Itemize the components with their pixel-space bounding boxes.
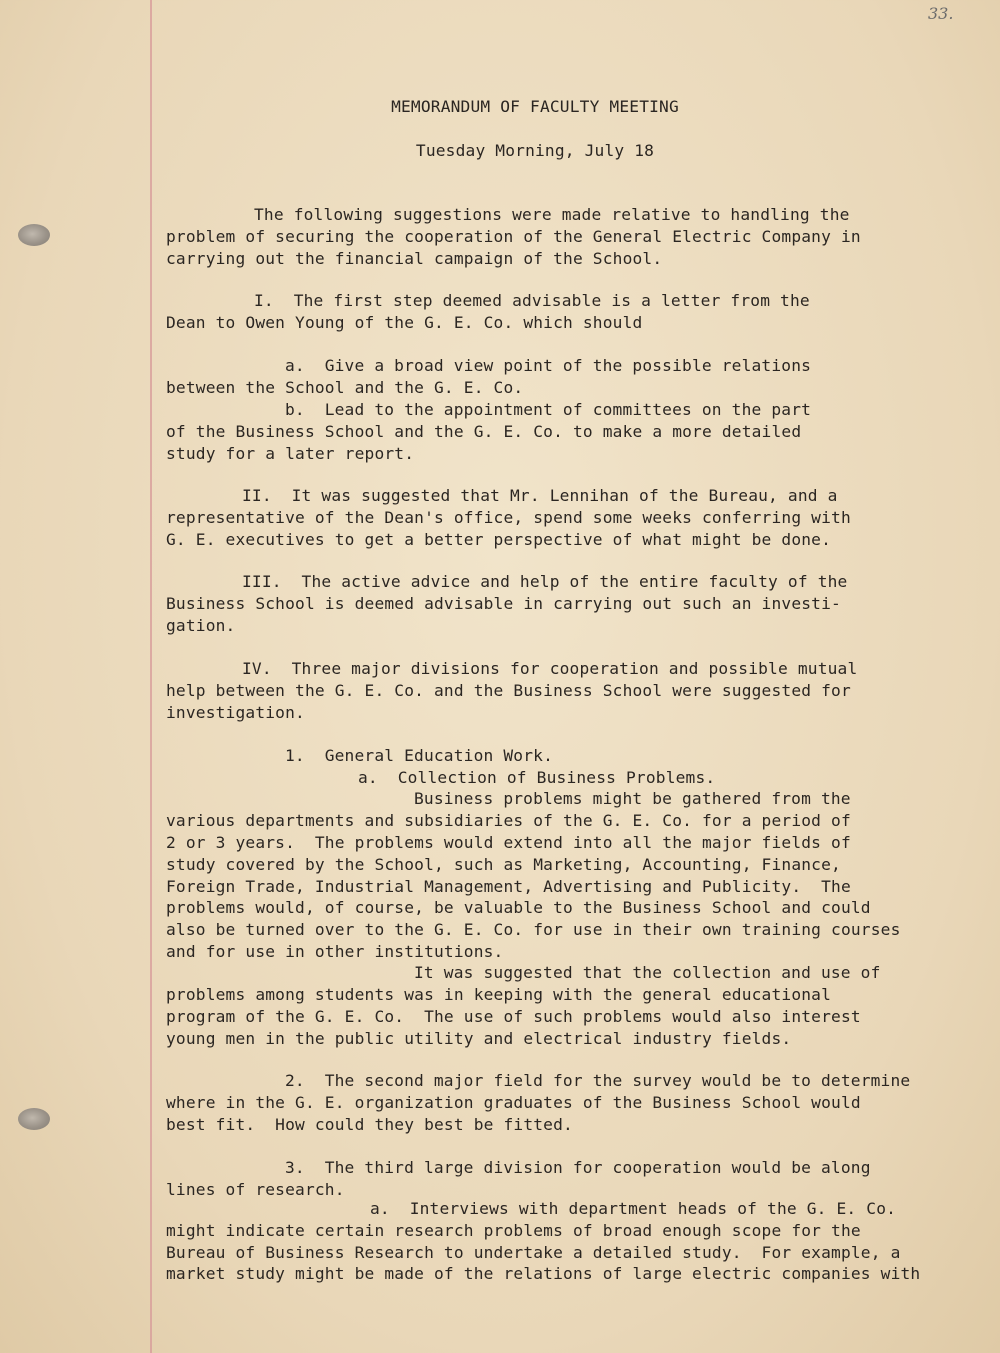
text-line: of the Business School and the G. E. Co. to make a more detailed [166,422,802,441]
text-line: problems among students was in keeping with the general educational [166,985,832,1004]
text-line: problems would, of course, be valuable to the Business School and could [166,898,871,917]
text-line: Foreign Trade, Industrial Management, Advertising and Publicity. The [166,877,851,896]
text-line: investigation. [166,703,305,722]
text-line: a. Interviews with department heads of the G. E. Co. [370,1199,897,1218]
text-line: a. Collection of Business Problems. [358,768,716,787]
text-line: a. Give a broad view point of the possible relations [285,356,812,375]
text-line: Dean to Owen Young of the G. E. Co. which should [166,313,643,332]
text-line: III. The active advice and help of the entire faculty of the [242,572,848,591]
text-line: Business School is deemed advisable in carrying out such an investi- [166,594,841,613]
text-line: and for use in other institutions. [166,942,504,961]
text-line: help between the G. E. Co. and the Business School were suggested for [166,681,851,700]
text-line: also be turned over to the G. E. Co. for use in their own training courses [166,920,901,939]
memo-title: MEMORANDUM OF FACULTY MEETING [391,97,679,116]
text-line: G. E. executives to get a better perspective of what might be done. [166,530,832,549]
text-line: representative of the Dean's office, spend some weeks conferring with [166,508,851,527]
page-number: 33. [928,4,954,23]
text-line: 1. General Education Work. [285,746,553,765]
punch-hole-top [18,224,50,246]
text-line: Business problems might be gathered from the [414,789,851,808]
text-line: b. Lead to the appointment of committees on the part [285,400,812,419]
text-line: II. It was suggested that Mr. Lennihan of the Bureau, and a [242,486,838,505]
text-line: where in the G. E. organization graduates of the Business School would [166,1093,861,1112]
text-line: study covered by the School, such as Marketing, Accounting, Finance, [166,855,841,874]
text-line: 3. The third large division for cooperation would be along [285,1158,871,1177]
text-line: IV. Three major divisions for cooperation and possible mutual [242,659,858,678]
text-line: between the School and the G. E. Co. [166,378,524,397]
text-line: might indicate certain research problems of broad enough scope for the [166,1221,861,1240]
text-line: 2 or 3 years. The problems would extend into all the major fields of [166,833,851,852]
punch-hole-bottom [18,1108,50,1130]
text-line: Bureau of Business Research to undertake a detailed study. For example, a [166,1243,901,1262]
text-line: The following suggestions were made relative to handling the [254,205,850,224]
text-line: market study might be made of the relations of large electric companies with [166,1264,921,1283]
memo-date: Tuesday Morning, July 18 [415,141,655,160]
text-line: study for a later report. [166,444,415,463]
text-line: young men in the public utility and electrical industry fields. [166,1029,792,1048]
text-line: I. The first step deemed advisable is a letter from the [254,291,810,310]
text-line: various departments and subsidiaries of the G. E. Co. for a period of [166,811,851,830]
text-line: 2. The second major field for the survey would be to determine [285,1071,911,1090]
text-line: gation. [166,616,236,635]
text-line: It was suggested that the collection and use of [414,963,881,982]
text-line: program of the G. E. Co. The use of such problems would also interest [166,1007,861,1026]
text-line: best fit. How could they best be fitted. [166,1115,573,1134]
margin-rule [150,0,152,1353]
text-line: carrying out the financial campaign of the School. [166,249,663,268]
text-line: problem of securing the cooperation of the General Electric Company in [166,227,861,246]
text-line: lines of research. [166,1180,345,1199]
